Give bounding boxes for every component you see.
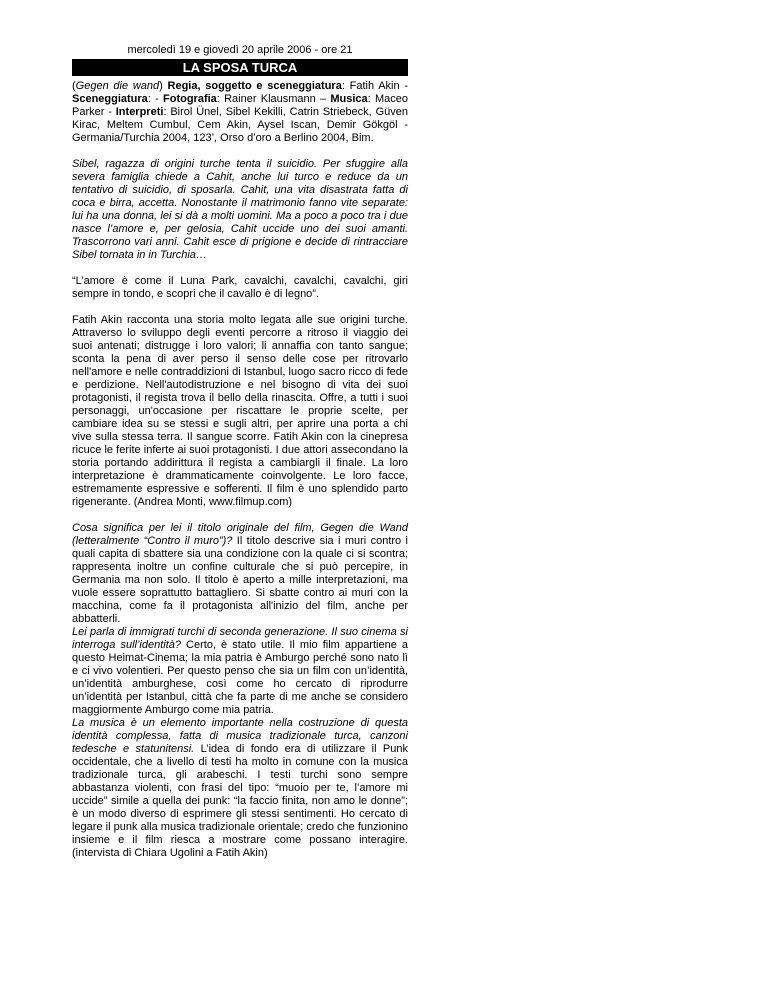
synopsis-text: Sibel, ragazza di origini turche tenta il suicidio. Per sfuggire alla severa famiglia chiede a Cahit, anche lui turco e reduce da un tentativo di suicidio, di sposarla. Cahit, una vita disastrata fatta di coca e birra, accetta. Nonostante il matrimonio fanno vite separate: lui ha una donna, lei si dà a molti uomini. Ma a poco a poco tra i due nasce l’amore e, per gelosia, Cahit uccide uno dei suoi amanti. Trascorrono vari anni. Cahit esce di prigione e decide di rintracciare Sibel tornata in in Turchia… — [72, 158, 408, 261]
fotografia-value: Rainer Klausmann – — [224, 93, 327, 105]
original-title: Gegen die wand — [75, 80, 160, 92]
interview-question-3: La musica è un elemento importante nella costruzione di questa identità complessa, fatta di musica tradizionale turca, canzoni tedesche e statunitensi. — [72, 717, 408, 755]
film-sheet — [72, 44, 408, 860]
film-title: LA SPOSA TURCA — [72, 59, 408, 76]
screening-dateline: mercoledì 19 e giovedì 20 aprile 2006 - ore 21 — [127, 44, 353, 56]
interview-answer-3: L’idea di fondo era di utilizzare il Punk occidentale, che a livello di testi ha molto in comune con la musica tradizionale turca, gli arabeschi. I testi turchi sono sempre abbastanza violenti, con frasi del tipo: “muoio per te, l’amore mi uccide” simile a quella dei punk: “la faccio finita, non amo le donne”; è un modo diverso di esprimere gli stessi sentimenti. Ho cercato di legare il punk alla musica tradizionale orientale; credo che funzionino insieme e il film riesca a mostrare come possano interagire. (intervista di Chiara Ugolini a Fatih Akin) — [72, 743, 409, 859]
synopsis-paragraph — [72, 158, 408, 262]
interview-question-2: Lei parla di immigrati turchi di seconda generazione. Il suo cinema si interroga sull’identità? — [72, 626, 408, 651]
quote-paragraph: “L’amore è come il Luna Park, cavalchi, cavalchi, cavalchi, giri sempre in tondo, e scopri che il cavallo è di legno”. — [72, 275, 408, 300]
musica-value: Maceo Parker - — [72, 93, 408, 118]
sceneggiatura-value: - — [155, 93, 159, 105]
musica-label: Musica — [330, 93, 368, 105]
interview-answer-2: Certo, è stato utile. Il mio film appartiene a questo Heimat-Cinema; la mia patria è Amburgo perché sono nato lì e ci vivo volentieri. Per questo penso che sia un film con un’identità, un’identità amburghese, così come ho cercato di riprodurre un’identità per Istanbul, città che fa parte di me anche se considero maggiormente Amburgo come mia patria. — [72, 639, 408, 716]
interview-block-3 — [72, 717, 408, 860]
interview-answer-1: Il titolo descrive sia i muri contro i quali capita di sbattere sia una condizione con la quale ci si scontra; rappresenta inoltre un confine culturale che si può percepire, in Germania ma non solo. Il titolo è aperto a mille interpretazioni, ma vuole essere soprattutto battagliero. Si sbatte contro ai muri con la macchina, come fa il protagonista all'inizio del film, anche per abbatterli. — [72, 535, 408, 625]
regia-value: Fatih Akin - — [349, 80, 408, 92]
fotografia-label: Fotografia — [163, 93, 217, 105]
interview-block-1 — [72, 522, 408, 626]
interview-question-1: Cosa significa per lei il titolo originale del film, Gegen die Wand (letteralmente “Contro il muro”)? — [72, 522, 408, 547]
credits-paragraph: (Gegen die wand) Regia, soggetto e sceneggiatura: Fatih Akin - Sceneggiatura: - Fotografia: Rainer Klausmann – Musica: Maceo Parker - Interpreti: Birol Ünel, Sibel Kekilli, Catrin Striebeck, Güven Kirac, Meltem Cumbul, Cem Akin, Aysel Iscan, Demir Gökgöl - Germania/Turchia 2004, 123’, Orso d’oro a Berlino 2004, Bim. — [72, 80, 408, 144]
interpreti-label: Interpreti — [115, 106, 164, 118]
interpreti-value: Birol Ünel, Sibel Kekilli, Catrin Striebeck, Güven Kirac, Meltem Cumbul, Cem Akin, Aysel Iscan, Demir Gökgöl - Germania/Turchia 2004, 123’, Orso d’oro a Berlino 2004, Bim. — [72, 106, 408, 144]
sceneggiatura-label: Sceneggiatura — [72, 93, 148, 105]
review-paragraph: Fatih Akin racconta una storia molto legata alle sue origini turche. Attraverso lo sviluppo degli eventi percorre a ritroso il viaggio dei suoi antenati; distrugge i loro valori; li annaffia con tanto sangue; sconta la pena di aver perso il senso delle cose per ritrovarlo nell'amore e nelle contraddizioni di Istanbul, luogo sacro ricco di fede e perdizione. Nell'autodistruzione e nel bisogno di vita dei suoi protagonisti, il regista trova il bello della rinascita. Offre, a tutti i suoi personaggi, un'occasione per riscattare le proprie scelte, per cambiare idea su se stessi e sugli altri, per aprire una porta a chi vive sulla stessa terra. Il sangue scorre. Fatih Akin con la cinepresa ricuce le ferite inferte ai suoi protagonisti. I due attori assecondano la storia portando addirittura il regista a cambiargli il finale. La loro interpretazione è drammaticamente coinvolgente. Le loro facce, estremamente espressive e sofferenti. Il film è uno splendido parto rigenerante. (Andrea Monti, www.filmup.com) — [72, 314, 408, 508]
regia-label: Regia, soggetto e sceneggiatura — [167, 80, 342, 92]
interview-block-2 — [72, 626, 408, 717]
